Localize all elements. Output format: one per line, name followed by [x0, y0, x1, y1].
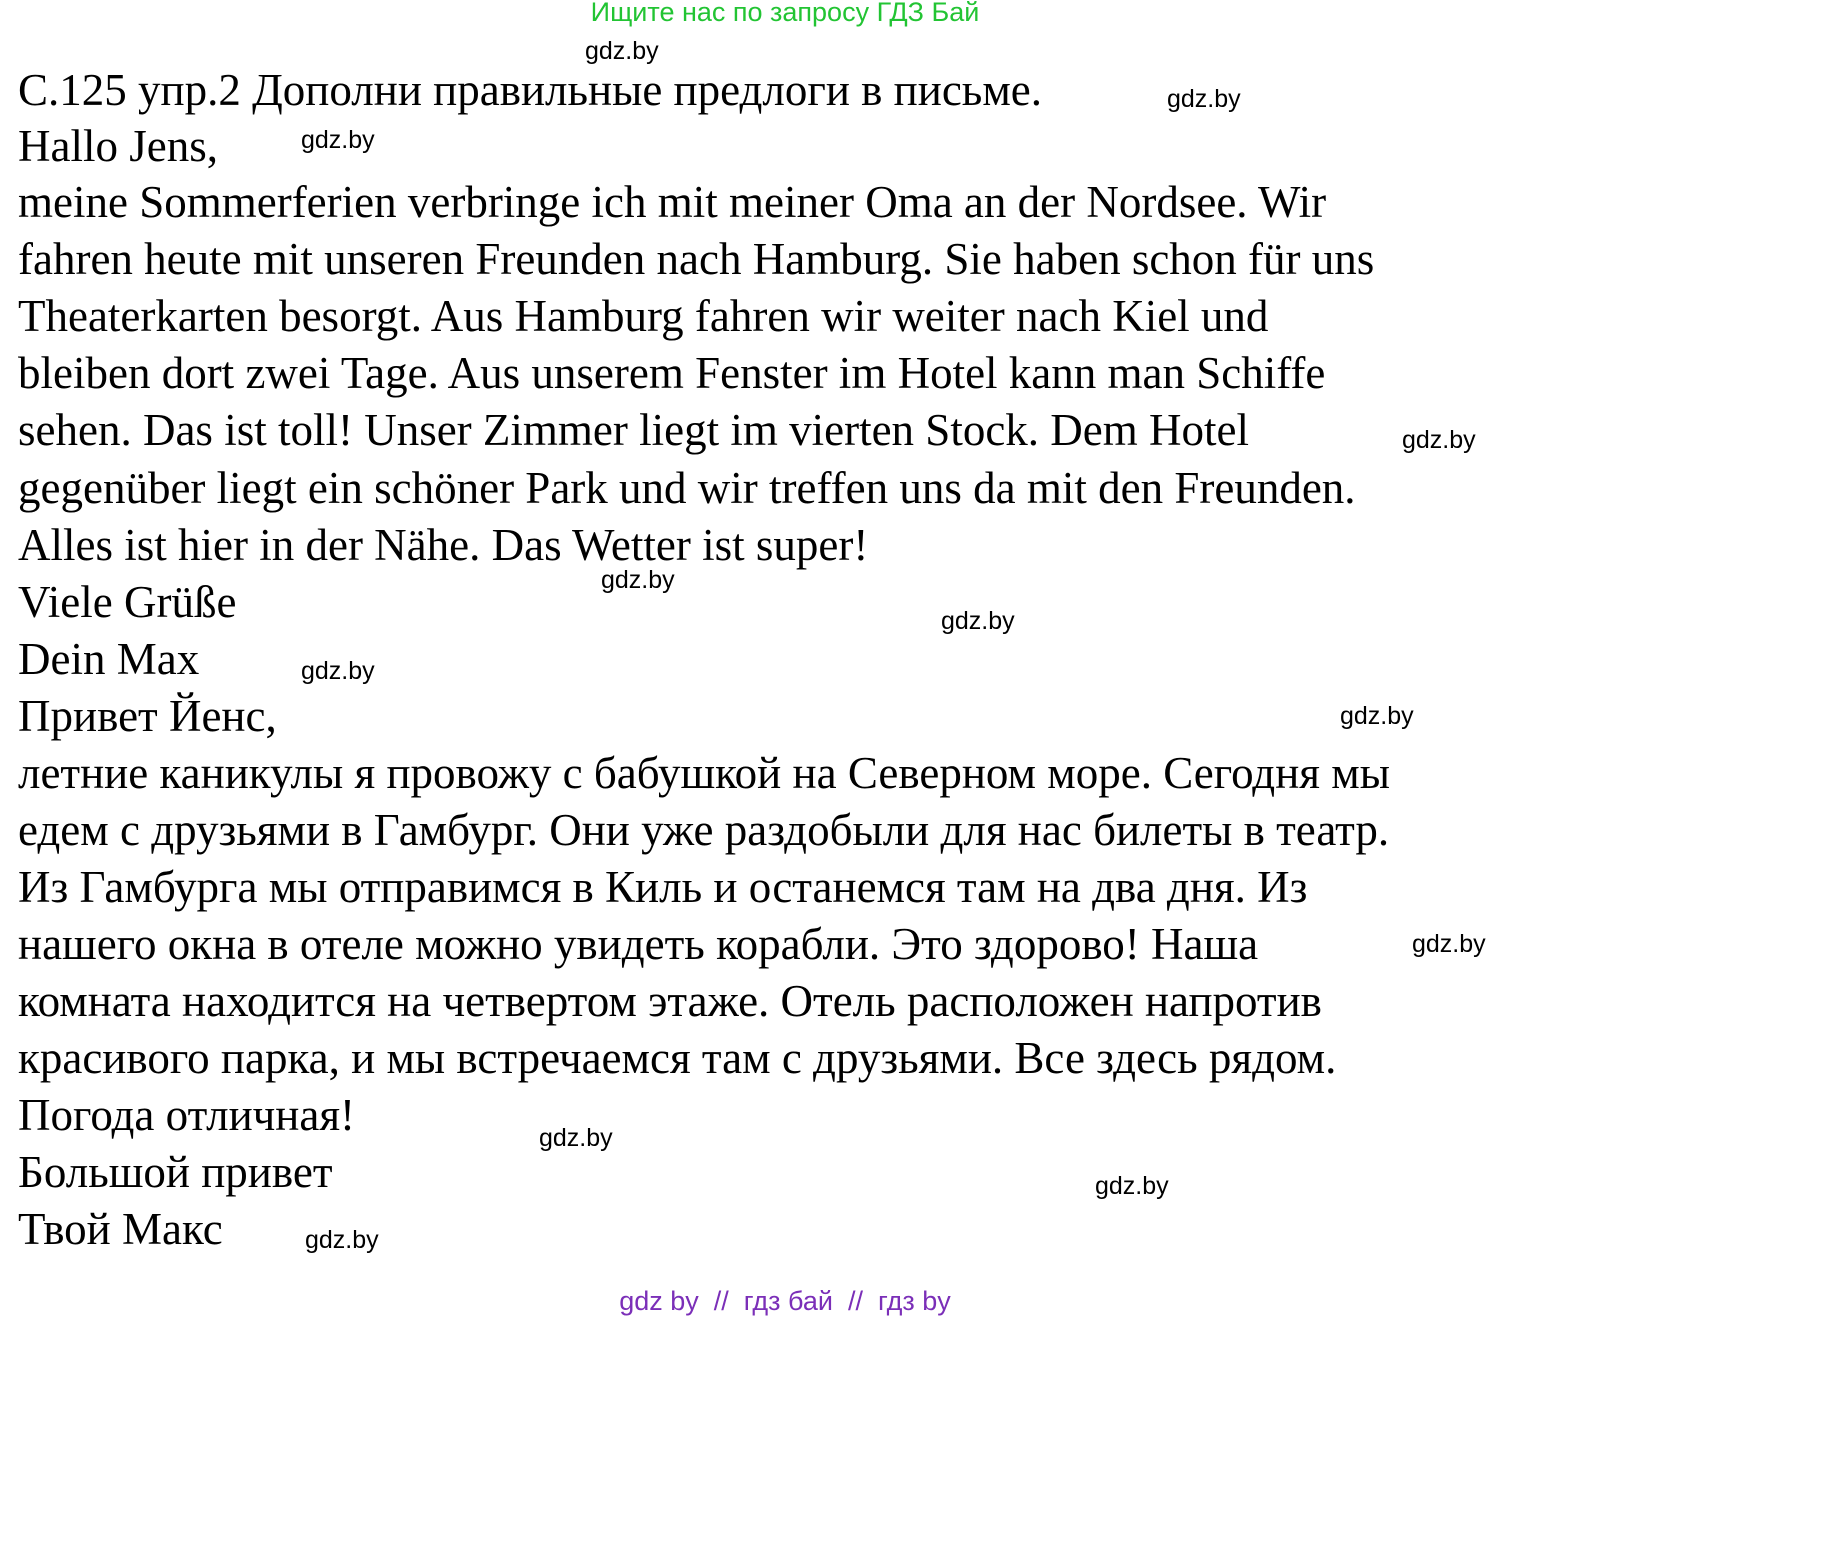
- watermark: gdz.by: [585, 37, 659, 65]
- watermark: gdz.by: [539, 1124, 613, 1152]
- russian-body-line-2: едем с друзьями в Гамбург. Они уже раздобыли для нас билеты в театр.: [18, 805, 1390, 855]
- russian-body-line-5: комната находится на четвертом этаже. Отель расположен напротив: [18, 976, 1322, 1026]
- watermark: gdz.by: [1095, 1172, 1169, 1200]
- german-body-line-1: meine Sommerferien verbringe ich mit meiner Oma an der Nordsee. Wir: [18, 177, 1327, 227]
- german-body-line-4: bleiben dort zwei Tage. Aus unserem Fenster im Hotel kann man Schiffe: [18, 348, 1326, 398]
- russian-signature: Твой Макс: [18, 1204, 223, 1254]
- watermark: gdz.by: [1412, 930, 1486, 958]
- german-body-line-6: gegenüber liegt ein schöner Park und wir treffen uns da mit den Freunden.: [18, 463, 1356, 513]
- watermark: gdz.by: [1167, 85, 1241, 113]
- russian-closing: Большой привет: [18, 1147, 333, 1197]
- watermark: gdz.by: [601, 566, 675, 594]
- russian-body-line-7: Погода отличная!: [18, 1090, 356, 1140]
- german-body-line-7: Alles ist hier in der Nähe. Das Wetter ist super!: [18, 520, 869, 570]
- watermark: gdz.by: [1402, 426, 1476, 454]
- exercise-heading: С.125 упр.2 Дополни правильные предлоги в письме.: [18, 65, 1043, 115]
- watermark: gdz.by: [301, 657, 375, 685]
- german-signature: Dein Max: [18, 634, 200, 684]
- russian-body-line-1: летние каникулы я провожу с бабушкой на Северном море. Сегодня мы: [18, 748, 1390, 798]
- russian-body-line-6: красивого парка, и мы встречаемся там с друзьями. Все здесь рядом.: [18, 1033, 1337, 1083]
- german-body-line-3: Theaterkarten besorgt. Aus Hamburg fahren wir weiter nach Kiel und: [18, 291, 1269, 341]
- german-greeting: Hallo Jens,: [18, 121, 218, 171]
- russian-body-line-4: нашего окна в отеле можно увидеть корабли. Это здорово! Наша: [18, 919, 1259, 969]
- russian-body-line-3: Из Гамбурга мы отправимся в Киль и останемся там на два дня. Из: [18, 862, 1308, 912]
- german-body-line-5: sehen. Das ist toll! Unser Zimmer liegt im vierten Stock. Dem Hotel: [18, 405, 1249, 455]
- german-closing: Viele Grüße: [18, 577, 237, 627]
- watermark: gdz.by: [305, 1226, 379, 1254]
- watermark: gdz.by: [941, 607, 1015, 635]
- russian-greeting: Привет Йенс,: [18, 691, 277, 741]
- top-banner[interactable]: Ищите нас по запросу ГДЗ Бай: [590, 0, 980, 27]
- german-body-line-2: fahren heute mit unseren Freunden nach Hamburg. Sie haben schon für uns: [18, 234, 1375, 284]
- footer-links[interactable]: gdz by // гдз бай // гдз by: [619, 1286, 951, 1316]
- watermark: gdz.by: [1340, 702, 1414, 730]
- watermark: gdz.by: [301, 126, 375, 154]
